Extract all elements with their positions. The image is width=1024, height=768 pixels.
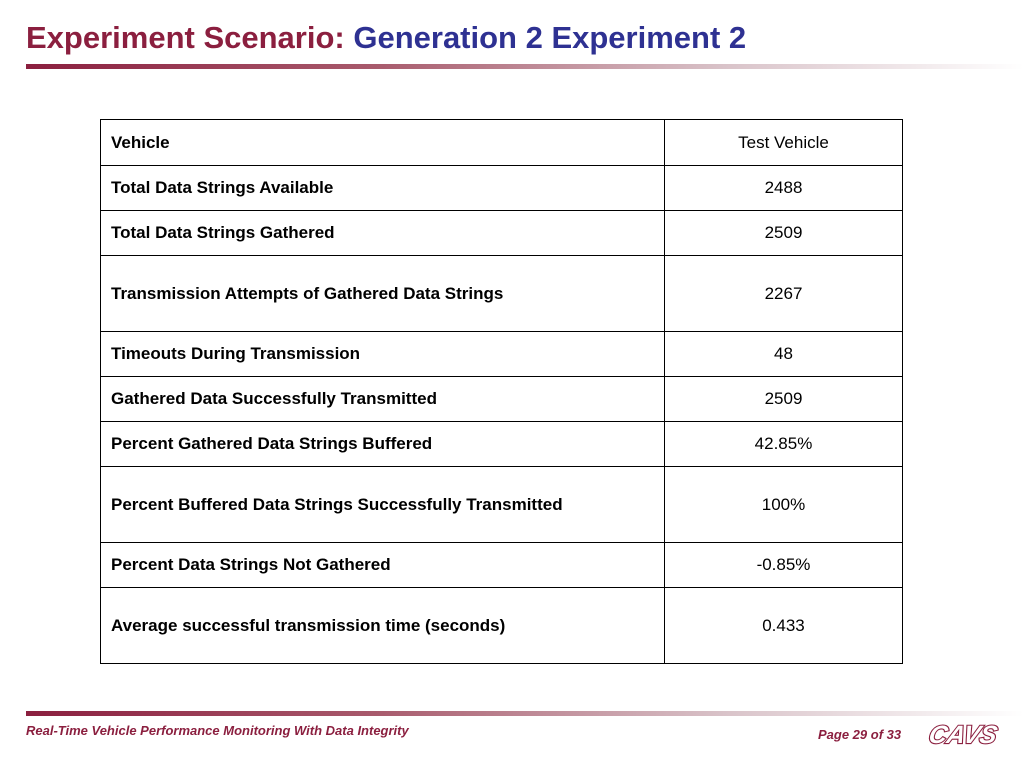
row-value: 2488: [665, 166, 903, 211]
logo-text: CAVS: [926, 721, 1000, 749]
row-label: Gathered Data Successfully Transmitted: [101, 377, 665, 422]
row-label: Timeouts During Transmission: [101, 332, 665, 377]
footer-project-title: Real-Time Vehicle Performance Monitoring With Data Integrity: [26, 723, 409, 738]
table-row: [101, 166, 903, 211]
results-table: [100, 119, 903, 664]
row-value: 100%: [665, 467, 903, 543]
row-label: Vehicle: [101, 120, 665, 166]
row-value: 0.433: [665, 588, 903, 664]
title-divider: [26, 64, 1024, 69]
table-row: [101, 332, 903, 377]
table-row: [101, 422, 903, 467]
row-value: 2509: [665, 377, 903, 422]
table-row: [101, 256, 903, 332]
row-value: 2509: [665, 211, 903, 256]
row-label: Total Data Strings Gathered: [101, 211, 665, 256]
row-label: Percent Data Strings Not Gathered: [101, 543, 665, 588]
page-title: [26, 20, 746, 56]
table-row: [101, 120, 903, 166]
row-value: Test Vehicle: [665, 120, 903, 166]
table-row: [101, 211, 903, 256]
row-value: 42.85%: [665, 422, 903, 467]
footer-divider: [26, 711, 1024, 716]
title-prefix: Experiment Scenario:: [26, 20, 345, 55]
row-value: 48: [665, 332, 903, 377]
cavs-logo: [924, 721, 1000, 749]
row-value: 2267: [665, 256, 903, 332]
title-suffix: Generation 2 Experiment 2: [353, 20, 747, 55]
row-value: -0.85%: [665, 543, 903, 588]
row-label: Transmission Attempts of Gathered Data Strings: [101, 256, 665, 332]
row-label: Average successful transmission time (seconds): [101, 588, 665, 664]
page-number: Page 29 of 33: [818, 727, 902, 742]
table-row: [101, 543, 903, 588]
row-label: Percent Buffered Data Strings Successfully Transmitted: [101, 467, 665, 543]
row-label: Total Data Strings Available: [101, 166, 665, 211]
table-row: [101, 467, 903, 543]
table-row: [101, 377, 903, 422]
table-row: [101, 588, 903, 664]
row-label: Percent Gathered Data Strings Buffered: [101, 422, 665, 467]
